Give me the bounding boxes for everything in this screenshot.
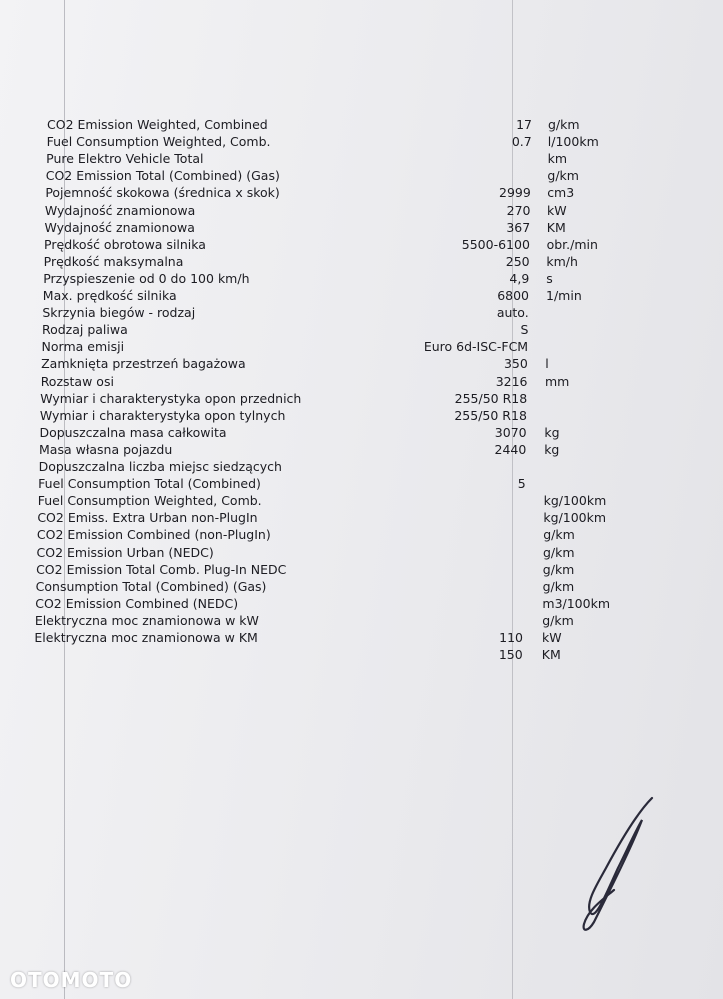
spec-value: 270 — [506, 202, 531, 218]
spec-label: Prędkość maksymalna — [43, 253, 184, 269]
spec-row — [0, 167, 723, 184]
spec-row — [0, 475, 723, 492]
spec-row — [0, 492, 723, 509]
spec-unit: mm — [545, 373, 570, 389]
spec-value: auto. — [496, 305, 529, 321]
spec-row — [0, 509, 723, 526]
spec-row — [0, 595, 723, 612]
spec-row — [0, 561, 723, 578]
spec-row — [0, 458, 723, 475]
spec-row — [0, 390, 723, 407]
spec-value: 150 — [498, 647, 523, 663]
spec-unit: kg — [544, 441, 560, 457]
spec-label: Dopuszczalna liczba miejsc siedzących — [38, 459, 282, 474]
spec-row — [0, 150, 723, 167]
spec-label: CO2 Emission Combined (non-PlugIn) — [36, 527, 271, 543]
spec-row — [0, 116, 723, 133]
spec-label: CO2 Emission Total Comb. Plug-In NEDC — [36, 561, 287, 577]
spec-unit: g/km — [542, 578, 575, 594]
spec-value: 350 — [503, 356, 528, 372]
spec-value: 3216 — [495, 373, 528, 389]
spec-label: Wydajność znamionowa — [44, 202, 196, 218]
spec-label: Max. prędkość silnika — [42, 288, 177, 303]
spec-label: Pure Elektro Vehicle Total — [46, 151, 204, 167]
spec-unit: kW — [547, 202, 567, 218]
spec-unit: KM — [546, 219, 566, 235]
spec-row — [0, 544, 723, 561]
spec-row — [0, 133, 723, 150]
spec-label: Przyspieszenie od 0 do 100 km/h — [43, 270, 250, 286]
spec-value: 367 — [506, 219, 531, 235]
spec-row — [0, 407, 723, 424]
spec-value: 4,9 — [509, 270, 530, 286]
spec-unit: s — [546, 270, 553, 286]
spec-value: 17 — [516, 117, 532, 132]
spec-row — [0, 578, 723, 595]
spec-unit: kg/100km — [543, 510, 607, 526]
spec-unit: g/km — [542, 612, 574, 628]
spec-unit: kg — [544, 424, 560, 440]
signature — [572, 790, 667, 935]
spec-row — [0, 219, 723, 236]
spec-label: Wymiar i charakterystyka opon przednich — [40, 390, 302, 406]
spec-row — [0, 270, 723, 287]
spec-unit: g/km — [543, 527, 575, 543]
spec-unit: m3/100km — [542, 595, 611, 611]
spec-unit: g/km — [543, 544, 575, 560]
spec-label: Skrzynia biegów - rodzaj — [42, 305, 196, 321]
spec-row — [0, 287, 723, 304]
spec-value: S — [520, 322, 529, 338]
spec-label: Wydajność znamionowa — [44, 219, 195, 235]
spec-value: 250 — [505, 253, 530, 269]
spec-row — [0, 424, 723, 441]
spec-value: Euro 6d-ISC-FCM — [423, 339, 529, 355]
spec-label: Consumption Total (Combined) (Gas) — [35, 578, 267, 594]
spec-value: 2440 — [494, 441, 527, 457]
spec-value: 5 — [517, 476, 526, 492]
spec-unit: 1/min — [546, 288, 582, 303]
spec-row — [0, 612, 723, 629]
spec-unit: km/h — [546, 253, 578, 269]
spec-label: CO2 Emission Total (Combined) (Gas) — [45, 168, 280, 184]
spec-label: CO2 Emiss. Extra Urban non-PlugIn — [37, 510, 258, 526]
spec-label: Fuel Consumption Weighted, Comb. — [46, 134, 271, 150]
spec-label: Masa własna pojazdu — [39, 441, 173, 457]
spec-unit: kg/100km — [543, 493, 607, 509]
spec-row — [0, 184, 723, 201]
spec-value: 255/50 R18 — [454, 407, 527, 423]
spec-label: Elektryczna moc znamionowa w kW — [34, 612, 259, 628]
spec-unit: l/100km — [547, 134, 599, 150]
spec-row — [0, 355, 723, 372]
spec-value: 110 — [499, 630, 523, 645]
spec-label: CO2 Emission Urban (NEDC) — [36, 544, 214, 560]
spec-row — [0, 373, 723, 390]
spec-row — [0, 202, 723, 219]
spec-label: Rozstaw osi — [40, 373, 114, 389]
spec-unit: kW — [542, 630, 562, 645]
spec-label: Fuel Consumption Total (Combined) — [38, 476, 261, 492]
spec-row — [0, 629, 723, 646]
spec-label: Rodzaj paliwa — [41, 322, 128, 338]
spec-label: Norma emisji — [41, 339, 125, 355]
spec-row — [0, 338, 723, 355]
spec-value: 6800 — [497, 288, 529, 303]
spec-label: Dopuszczalna masa całkowita — [39, 424, 227, 440]
spec-unit: cm3 — [547, 185, 575, 201]
otomoto-watermark: OTOMOTO — [10, 968, 133, 992]
spec-label: CO2 Emission Weighted, Combined — [47, 117, 268, 132]
spec-row — [0, 526, 723, 543]
spec-label: CO2 Emission Combined (NEDC) — [35, 595, 239, 611]
spec-value: 255/50 R18 — [454, 390, 528, 406]
spec-unit: g/km — [547, 168, 579, 184]
spec-row — [0, 321, 723, 338]
spec-row — [0, 646, 723, 663]
spec-label: Prędkość obrotowa silnika — [44, 236, 206, 252]
spec-unit: KM — [541, 647, 561, 663]
spec-value: 0.7 — [511, 134, 532, 150]
spec-unit: km — [547, 151, 568, 167]
spec-row — [0, 304, 723, 321]
spec-value: 3070 — [494, 424, 527, 440]
spec-unit: l — [545, 356, 549, 372]
spec-value: 5500-6100 — [461, 236, 530, 252]
spec-unit: g/km — [542, 561, 575, 577]
spec-label: Zamknięta przestrzeń bagażowa — [41, 356, 246, 372]
spec-row — [0, 253, 723, 270]
spec-label: Wymiar i charakterystyka opon tylnych — [39, 407, 286, 423]
spec-label: Elektryczna moc znamionowa w KM — [34, 630, 258, 645]
spec-value: 2999 — [499, 185, 531, 201]
spec-unit: g/km — [548, 117, 580, 132]
spec-label: Fuel Consumption Weighted, Comb. — [37, 493, 262, 509]
spec-row — [0, 236, 723, 253]
spec-row — [0, 441, 723, 458]
spec-label: Pojemność skokowa (średnica x skok) — [45, 185, 280, 201]
spec-unit: obr./min — [546, 236, 598, 252]
